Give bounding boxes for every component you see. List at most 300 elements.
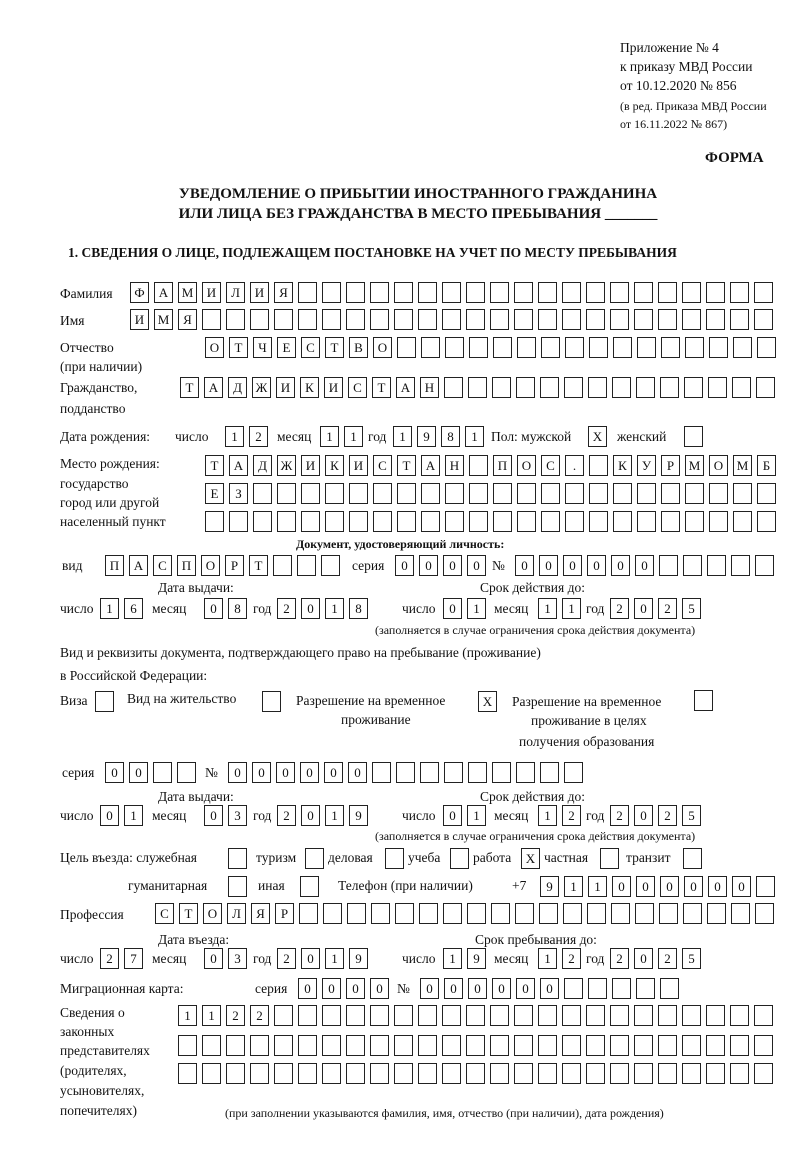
char-box[interactable] <box>250 1035 269 1056</box>
char-box[interactable]: Т <box>397 455 416 476</box>
char-box[interactable] <box>706 1005 725 1026</box>
char-box[interactable]: Т <box>325 337 344 358</box>
char-box[interactable]: 1 <box>443 948 462 969</box>
char-box[interactable] <box>298 1063 317 1084</box>
char-box[interactable] <box>349 511 368 532</box>
char-box[interactable] <box>755 555 774 576</box>
char-box[interactable] <box>706 309 725 330</box>
char-box[interactable]: У <box>637 455 656 476</box>
char-box[interactable]: 1 <box>124 805 143 826</box>
char-box[interactable]: 0 <box>516 978 535 999</box>
char-box[interactable] <box>396 762 415 783</box>
char-box[interactable]: Т <box>205 455 224 476</box>
char-box[interactable]: 0 <box>301 805 320 826</box>
char-box[interactable]: 9 <box>540 876 559 897</box>
char-box[interactable] <box>298 1035 317 1056</box>
char-box[interactable] <box>660 377 679 398</box>
char-box[interactable] <box>202 1035 221 1056</box>
char-box[interactable]: 1 <box>538 948 557 969</box>
char-box[interactable] <box>372 762 391 783</box>
char-box[interactable] <box>757 483 776 504</box>
char-box[interactable] <box>371 903 390 924</box>
char-box[interactable] <box>178 1035 197 1056</box>
char-box[interactable] <box>469 337 488 358</box>
char-box[interactable] <box>394 1005 413 1026</box>
char-box[interactable] <box>634 309 653 330</box>
char-box[interactable]: 0 <box>732 876 751 897</box>
char-box[interactable]: О <box>205 337 224 358</box>
char-box[interactable] <box>250 309 269 330</box>
char-box[interactable]: О <box>517 455 536 476</box>
char-box[interactable] <box>469 455 488 476</box>
char-box[interactable]: И <box>349 455 368 476</box>
char-box[interactable]: 1 <box>178 1005 197 1026</box>
char-box[interactable]: Л <box>227 903 246 924</box>
char-box[interactable] <box>469 511 488 532</box>
char-box[interactable] <box>588 978 607 999</box>
char-box[interactable]: 0 <box>540 978 559 999</box>
char-box[interactable] <box>730 1035 749 1056</box>
char-box[interactable]: Ч <box>253 337 272 358</box>
char-box[interactable] <box>586 282 605 303</box>
char-box[interactable] <box>370 309 389 330</box>
char-box[interactable]: 1 <box>562 598 581 619</box>
char-box[interactable]: 0 <box>346 978 365 999</box>
char-box[interactable]: М <box>733 455 752 476</box>
char-box[interactable] <box>564 762 583 783</box>
char-box[interactable] <box>514 309 533 330</box>
char-box[interactable] <box>709 337 728 358</box>
char-box[interactable] <box>205 511 224 532</box>
char-box[interactable]: 0 <box>443 805 462 826</box>
char-box[interactable] <box>491 903 510 924</box>
char-box[interactable]: Р <box>661 455 680 476</box>
char-box[interactable] <box>658 282 677 303</box>
char-box[interactable]: Ж <box>277 455 296 476</box>
trp-edu-checkbox[interactable] <box>694 690 713 711</box>
char-box[interactable] <box>732 377 751 398</box>
char-box[interactable]: 1 <box>100 598 119 619</box>
char-box[interactable]: 0 <box>298 978 317 999</box>
char-box[interactable]: Р <box>225 555 244 576</box>
char-box[interactable] <box>754 1035 773 1056</box>
char-box[interactable]: 2 <box>277 948 296 969</box>
char-box[interactable] <box>202 309 221 330</box>
char-box[interactable]: 2 <box>277 598 296 619</box>
char-box[interactable]: 0 <box>467 555 486 576</box>
char-box[interactable] <box>273 555 292 576</box>
char-box[interactable] <box>637 337 656 358</box>
char-box[interactable]: 0 <box>612 876 631 897</box>
char-box[interactable] <box>541 337 560 358</box>
char-box[interactable] <box>370 282 389 303</box>
char-box[interactable]: 2 <box>100 948 119 969</box>
char-box[interactable]: 9 <box>349 805 368 826</box>
char-box[interactable] <box>707 903 726 924</box>
char-box[interactable] <box>253 483 272 504</box>
char-box[interactable]: 0 <box>636 876 655 897</box>
char-box[interactable]: Л <box>226 282 245 303</box>
sex-female-checkbox[interactable] <box>684 426 703 447</box>
char-box[interactable]: 2 <box>249 426 268 447</box>
char-box[interactable] <box>418 1035 437 1056</box>
char-box[interactable] <box>419 903 438 924</box>
char-box[interactable]: С <box>373 455 392 476</box>
char-box[interactable] <box>516 762 535 783</box>
char-box[interactable] <box>421 337 440 358</box>
char-box[interactable]: 0 <box>420 978 439 999</box>
char-box[interactable]: 0 <box>468 978 487 999</box>
char-box[interactable] <box>540 377 559 398</box>
char-box[interactable] <box>514 1063 533 1084</box>
char-box[interactable]: Е <box>205 483 224 504</box>
char-box[interactable] <box>514 1005 533 1026</box>
char-box[interactable]: Ф <box>130 282 149 303</box>
char-box[interactable] <box>421 511 440 532</box>
char-box[interactable] <box>685 483 704 504</box>
char-box[interactable] <box>445 511 464 532</box>
char-box[interactable]: 0 <box>324 762 343 783</box>
char-box[interactable] <box>298 1005 317 1026</box>
char-box[interactable]: 1 <box>393 426 412 447</box>
char-box[interactable] <box>325 511 344 532</box>
char-box[interactable] <box>636 978 655 999</box>
char-box[interactable]: П <box>493 455 512 476</box>
char-box[interactable] <box>514 1035 533 1056</box>
char-box[interactable] <box>635 903 654 924</box>
char-box[interactable]: 1 <box>538 598 557 619</box>
purpose-other-checkbox[interactable] <box>300 876 319 897</box>
char-box[interactable]: 0 <box>563 555 582 576</box>
char-box[interactable]: О <box>201 555 220 576</box>
char-box[interactable] <box>346 309 365 330</box>
char-box[interactable] <box>706 1063 725 1084</box>
char-box[interactable] <box>442 282 461 303</box>
char-box[interactable] <box>754 282 773 303</box>
char-box[interactable] <box>682 282 701 303</box>
char-box[interactable] <box>706 1035 725 1056</box>
char-box[interactable] <box>586 1035 605 1056</box>
char-box[interactable]: О <box>373 337 392 358</box>
char-box[interactable] <box>420 762 439 783</box>
residence-checkbox[interactable] <box>262 691 281 712</box>
char-box[interactable] <box>658 1035 677 1056</box>
char-box[interactable] <box>562 1035 581 1056</box>
char-box[interactable]: Т <box>372 377 391 398</box>
char-box[interactable] <box>370 1035 389 1056</box>
char-box[interactable] <box>516 377 535 398</box>
char-box[interactable]: С <box>301 337 320 358</box>
char-box[interactable] <box>253 511 272 532</box>
char-box[interactable]: 7 <box>124 948 143 969</box>
char-box[interactable] <box>610 282 629 303</box>
char-box[interactable] <box>755 903 774 924</box>
char-box[interactable] <box>517 511 536 532</box>
char-box[interactable] <box>610 1005 629 1026</box>
char-box[interactable] <box>468 762 487 783</box>
char-box[interactable]: 2 <box>658 948 677 969</box>
char-box[interactable] <box>445 483 464 504</box>
char-box[interactable] <box>517 483 536 504</box>
char-box[interactable] <box>394 1063 413 1084</box>
char-box[interactable] <box>397 483 416 504</box>
char-box[interactable]: 9 <box>417 426 436 447</box>
char-box[interactable] <box>394 309 413 330</box>
char-box[interactable] <box>637 511 656 532</box>
char-box[interactable]: 0 <box>492 978 511 999</box>
char-box[interactable] <box>731 903 750 924</box>
char-box[interactable]: 0 <box>443 598 462 619</box>
char-box[interactable]: 0 <box>129 762 148 783</box>
char-box[interactable] <box>709 483 728 504</box>
char-box[interactable] <box>250 1063 269 1084</box>
char-box[interactable] <box>589 483 608 504</box>
char-box[interactable]: 0 <box>370 978 389 999</box>
char-box[interactable]: 1 <box>467 805 486 826</box>
char-box[interactable] <box>397 337 416 358</box>
char-box[interactable] <box>733 337 752 358</box>
char-box[interactable]: П <box>177 555 196 576</box>
char-box[interactable]: Д <box>253 455 272 476</box>
char-box[interactable]: 0 <box>684 876 703 897</box>
char-box[interactable]: 0 <box>252 762 271 783</box>
char-box[interactable] <box>538 309 557 330</box>
char-box[interactable] <box>589 511 608 532</box>
char-box[interactable] <box>490 309 509 330</box>
char-box[interactable] <box>321 555 340 576</box>
char-box[interactable]: 0 <box>708 876 727 897</box>
char-box[interactable] <box>709 511 728 532</box>
char-box[interactable] <box>562 1005 581 1026</box>
char-box[interactable] <box>277 483 296 504</box>
char-box[interactable]: 1 <box>467 598 486 619</box>
char-box[interactable] <box>492 762 511 783</box>
char-box[interactable] <box>733 483 752 504</box>
char-box[interactable]: А <box>154 282 173 303</box>
purpose-business-checkbox[interactable] <box>385 848 404 869</box>
char-box[interactable] <box>229 511 248 532</box>
char-box[interactable] <box>469 483 488 504</box>
char-box[interactable] <box>467 903 486 924</box>
char-box[interactable]: Р <box>275 903 294 924</box>
char-box[interactable]: И <box>324 377 343 398</box>
char-box[interactable] <box>562 1063 581 1084</box>
char-box[interactable] <box>613 511 632 532</box>
char-box[interactable]: Н <box>445 455 464 476</box>
char-box[interactable] <box>754 1005 773 1026</box>
char-box[interactable] <box>418 282 437 303</box>
char-box[interactable]: Б <box>757 455 776 476</box>
char-box[interactable]: 1 <box>588 876 607 897</box>
char-box[interactable] <box>612 978 631 999</box>
char-box[interactable] <box>563 903 582 924</box>
char-box[interactable] <box>493 511 512 532</box>
char-box[interactable]: 0 <box>443 555 462 576</box>
char-box[interactable]: Т <box>229 337 248 358</box>
char-box[interactable] <box>610 309 629 330</box>
char-box[interactable]: 0 <box>515 555 534 576</box>
char-box[interactable] <box>658 309 677 330</box>
char-box[interactable] <box>490 1005 509 1026</box>
char-box[interactable] <box>541 483 560 504</box>
char-box[interactable] <box>684 377 703 398</box>
char-box[interactable]: И <box>301 455 320 476</box>
char-box[interactable] <box>658 1005 677 1026</box>
char-box[interactable] <box>322 309 341 330</box>
char-box[interactable] <box>756 377 775 398</box>
char-box[interactable] <box>442 309 461 330</box>
char-box[interactable] <box>659 903 678 924</box>
char-box[interactable]: 0 <box>660 876 679 897</box>
char-box[interactable] <box>442 1063 461 1084</box>
char-box[interactable] <box>418 1005 437 1026</box>
char-box[interactable]: А <box>204 377 223 398</box>
char-box[interactable] <box>730 1005 749 1026</box>
char-box[interactable] <box>493 337 512 358</box>
purpose-transit-checkbox[interactable] <box>683 848 702 869</box>
char-box[interactable]: 2 <box>610 598 629 619</box>
char-box[interactable]: 1 <box>202 1005 221 1026</box>
char-box[interactable] <box>538 1005 557 1026</box>
char-box[interactable] <box>277 511 296 532</box>
char-box[interactable]: 5 <box>682 805 701 826</box>
char-box[interactable]: 0 <box>634 948 653 969</box>
char-box[interactable]: 1 <box>225 426 244 447</box>
char-box[interactable]: 1 <box>325 598 344 619</box>
char-box[interactable] <box>178 1063 197 1084</box>
char-box[interactable]: С <box>153 555 172 576</box>
char-box[interactable]: 2 <box>658 805 677 826</box>
char-box[interactable]: 6 <box>124 598 143 619</box>
char-box[interactable] <box>346 1005 365 1026</box>
char-box[interactable] <box>730 282 749 303</box>
char-box[interactable] <box>490 1035 509 1056</box>
char-box[interactable]: 0 <box>300 762 319 783</box>
char-box[interactable]: 0 <box>634 598 653 619</box>
char-box[interactable] <box>685 337 704 358</box>
char-box[interactable] <box>706 282 725 303</box>
char-box[interactable]: 8 <box>441 426 460 447</box>
char-box[interactable]: 1 <box>465 426 484 447</box>
char-box[interactable]: 2 <box>658 598 677 619</box>
char-box[interactable] <box>757 337 776 358</box>
char-box[interactable]: С <box>348 377 367 398</box>
char-box[interactable] <box>517 337 536 358</box>
char-box[interactable]: 2 <box>610 948 629 969</box>
char-box[interactable]: 2 <box>277 805 296 826</box>
char-box[interactable] <box>565 337 584 358</box>
char-box[interactable]: 0 <box>444 978 463 999</box>
char-box[interactable] <box>708 377 727 398</box>
char-box[interactable] <box>634 1005 653 1026</box>
char-box[interactable] <box>394 282 413 303</box>
char-box[interactable] <box>565 483 584 504</box>
char-box[interactable] <box>418 309 437 330</box>
char-box[interactable] <box>730 309 749 330</box>
char-box[interactable] <box>754 309 773 330</box>
char-box[interactable] <box>634 1035 653 1056</box>
char-box[interactable] <box>562 309 581 330</box>
char-box[interactable] <box>301 511 320 532</box>
char-box[interactable]: Д <box>228 377 247 398</box>
char-box[interactable] <box>733 511 752 532</box>
char-box[interactable] <box>274 1063 293 1084</box>
char-box[interactable]: 1 <box>538 805 557 826</box>
char-box[interactable]: М <box>685 455 704 476</box>
char-box[interactable]: 2 <box>226 1005 245 1026</box>
char-box[interactable] <box>661 511 680 532</box>
char-box[interactable] <box>564 377 583 398</box>
char-box[interactable]: 8 <box>349 598 368 619</box>
char-box[interactable] <box>754 1063 773 1084</box>
char-box[interactable] <box>637 483 656 504</box>
char-box[interactable] <box>661 337 680 358</box>
char-box[interactable]: С <box>155 903 174 924</box>
char-box[interactable]: 0 <box>348 762 367 783</box>
char-box[interactable] <box>444 377 463 398</box>
char-box[interactable] <box>394 1035 413 1056</box>
char-box[interactable]: 2 <box>610 805 629 826</box>
char-box[interactable] <box>683 555 702 576</box>
char-box[interactable]: 9 <box>349 948 368 969</box>
char-box[interactable] <box>373 483 392 504</box>
char-box[interactable]: . <box>565 455 584 476</box>
char-box[interactable]: 0 <box>395 555 414 576</box>
char-box[interactable]: Т <box>179 903 198 924</box>
char-box[interactable] <box>397 511 416 532</box>
char-box[interactable] <box>444 762 463 783</box>
char-box[interactable]: 0 <box>587 555 606 576</box>
char-box[interactable] <box>540 762 559 783</box>
char-box[interactable] <box>756 876 775 897</box>
char-box[interactable] <box>322 1035 341 1056</box>
char-box[interactable] <box>466 1005 485 1026</box>
char-box[interactable] <box>490 282 509 303</box>
char-box[interactable] <box>682 1005 701 1026</box>
char-box[interactable] <box>564 978 583 999</box>
char-box[interactable] <box>634 1063 653 1084</box>
char-box[interactable]: И <box>250 282 269 303</box>
purpose-tourism-checkbox[interactable] <box>305 848 324 869</box>
char-box[interactable]: 9 <box>467 948 486 969</box>
char-box[interactable] <box>325 483 344 504</box>
char-box[interactable] <box>373 511 392 532</box>
char-box[interactable] <box>682 309 701 330</box>
char-box[interactable] <box>445 337 464 358</box>
char-box[interactable] <box>301 483 320 504</box>
char-box[interactable] <box>661 483 680 504</box>
purpose-private-checkbox[interactable] <box>600 848 619 869</box>
char-box[interactable]: З <box>229 483 248 504</box>
purpose-study-checkbox[interactable] <box>450 848 469 869</box>
char-box[interactable] <box>490 1063 509 1084</box>
char-box[interactable]: С <box>541 455 560 476</box>
char-box[interactable]: 0 <box>301 948 320 969</box>
char-box[interactable] <box>539 903 558 924</box>
char-box[interactable]: 2 <box>562 948 581 969</box>
char-box[interactable] <box>731 555 750 576</box>
char-box[interactable] <box>370 1005 389 1026</box>
char-box[interactable] <box>370 1063 389 1084</box>
purpose-official-checkbox[interactable] <box>228 848 247 869</box>
char-box[interactable] <box>682 1063 701 1084</box>
char-box[interactable]: 0 <box>539 555 558 576</box>
char-box[interactable]: П <box>105 555 124 576</box>
char-box[interactable] <box>323 903 342 924</box>
char-box[interactable] <box>636 377 655 398</box>
char-box[interactable]: В <box>349 337 368 358</box>
char-box[interactable] <box>346 1035 365 1056</box>
